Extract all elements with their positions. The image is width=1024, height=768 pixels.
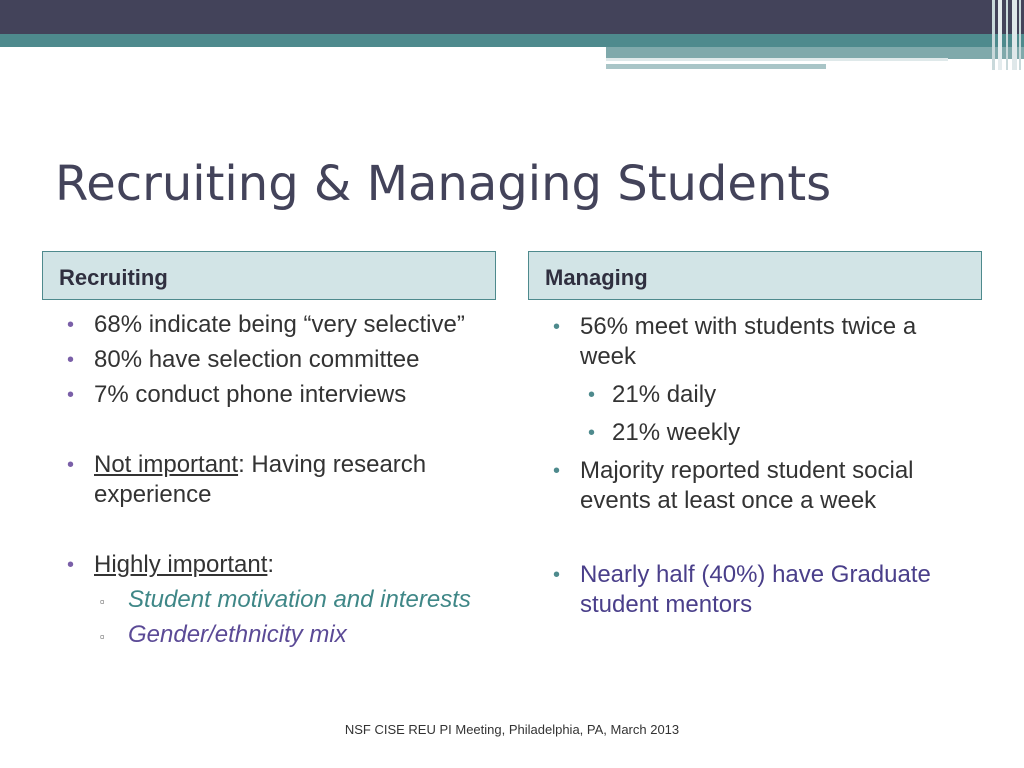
list-item-text: 56% meet with students twice a week — [580, 313, 917, 370]
recruiting-list — [64, 310, 494, 650]
bullet-icon: • — [553, 316, 561, 338]
bullet-icon: • — [67, 554, 75, 576]
list-item-emphasis: Not important — [94, 451, 239, 478]
sub-list-item-text: Student motivation and interests — [128, 586, 471, 613]
list-item — [64, 380, 494, 410]
sub-list-item — [550, 380, 970, 410]
list-item — [64, 310, 494, 340]
bullet-icon: • — [67, 349, 75, 371]
list-item-emphasis: Highly important — [94, 551, 268, 578]
bullet-icon: • — [67, 384, 75, 406]
decorative-stripe — [1012, 0, 1017, 70]
top-dark-band — [0, 0, 1024, 34]
top-accent-line — [606, 58, 948, 61]
list-item — [550, 456, 970, 516]
sub-list-item-text: 21% weekly — [612, 419, 741, 446]
recruiting-header: Recruiting — [42, 251, 496, 300]
bullet-icon: • — [553, 564, 561, 586]
slide-title: Recruiting & Managing Students — [55, 156, 832, 212]
decorative-stripe — [1006, 0, 1008, 70]
bullet-icon: • — [67, 314, 75, 336]
sub-list-item-text: Gender/ethnicity mix — [128, 621, 347, 648]
list-item-text: : — [267, 551, 275, 578]
bullet-icon: • — [588, 384, 596, 406]
list-item — [64, 345, 494, 375]
bullet-icon: • — [553, 460, 561, 482]
slide-footer: NSF CISE REU PI Meeting, Philadelphia, PA, March 2013 — [344, 722, 680, 737]
top-accent-line — [606, 64, 826, 69]
list-item-text: : Having research experience — [94, 451, 427, 508]
sub-list-item-text: 21% daily — [612, 381, 717, 408]
decorative-stripe — [1019, 0, 1021, 70]
square-bullet-icon: ▫ — [100, 594, 105, 609]
managing-header: Managing — [528, 251, 982, 300]
square-bullet-icon: ▫ — [100, 629, 105, 644]
sub-list-item — [64, 585, 494, 615]
bullet-icon: • — [588, 422, 596, 444]
top-teal-band — [0, 34, 1024, 47]
list-item — [550, 312, 970, 372]
list-item — [64, 550, 494, 580]
bullet-icon: • — [67, 454, 75, 476]
list-item-text: 80% have selection committee — [94, 346, 420, 373]
list-item — [64, 450, 494, 510]
list-item-text: Majority reported student social events at least once a week — [580, 457, 914, 514]
list-item-text: Nearly half (40%) have Graduate student mentors — [580, 561, 931, 618]
list-item-text: 68% indicate being “very selective” — [94, 311, 465, 338]
list-item — [550, 560, 970, 620]
list-item-text: 7% conduct phone interviews — [94, 381, 407, 408]
sub-list-item — [64, 620, 494, 650]
decorative-stripe — [992, 0, 995, 70]
sub-list-item — [550, 418, 970, 448]
managing-list — [550, 312, 970, 620]
decorative-stripe — [998, 0, 1002, 70]
